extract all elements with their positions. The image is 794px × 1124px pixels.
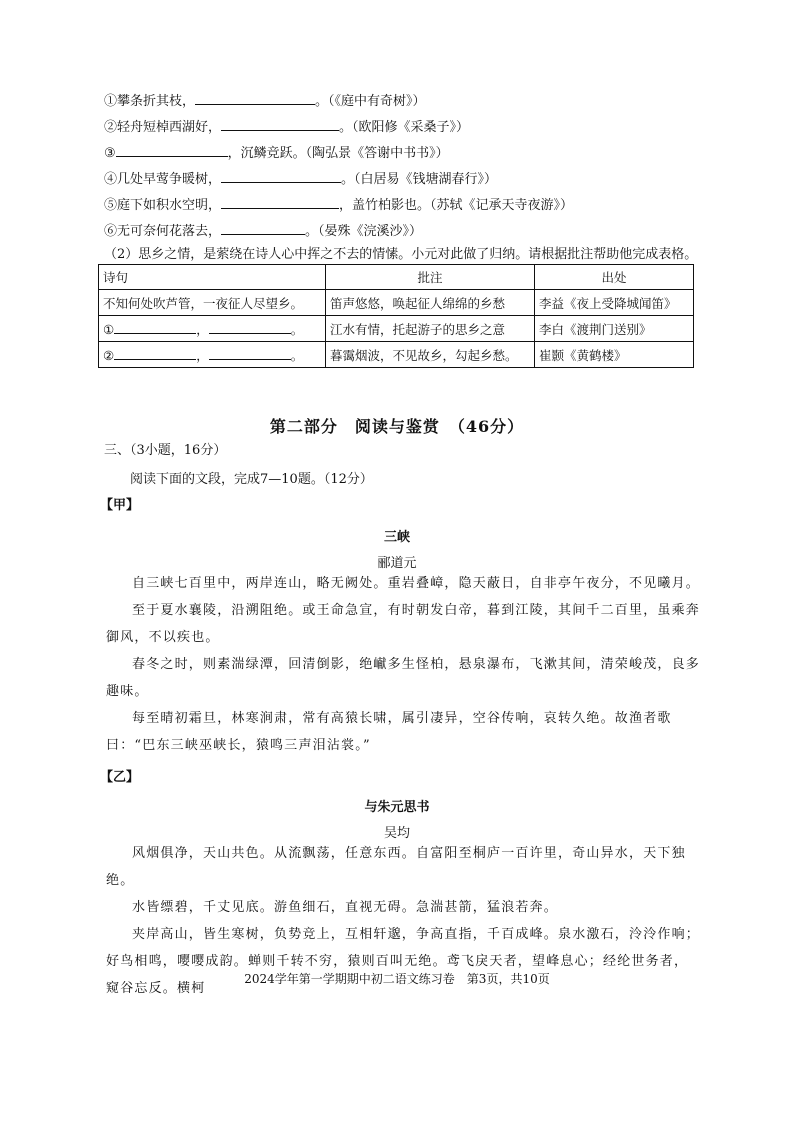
fill-item-source: ，盖竹柏影也。（苏轼《记承天寺夜游》） <box>339 198 574 213</box>
table-row <box>99 290 694 316</box>
fill-item-source: ，沉鳞竞跃。（陶弘景《答谢中书书》） <box>227 146 449 161</box>
poem-cell <box>99 316 326 342</box>
paragraph: 自三峡七百里中，两岸连山，略无阙处。重岩叠嶂，隐天蔽日，自非亭午夜分，不见曦月。 <box>132 576 701 591</box>
fill-item-text: ⑥无可奈何花落去， <box>104 224 222 239</box>
part-2-title: 第二部分 阅读与鉴赏 （46分） <box>269 417 525 436</box>
page-footer: 2024学年第一学期期中初二语文练习卷 第3页，共10页 <box>244 972 550 986</box>
fill-item-5 <box>104 196 573 214</box>
fill-item-6 <box>104 222 422 240</box>
header-note: 批注 <box>326 265 535 290</box>
answer-blank[interactable] <box>209 321 291 334</box>
answer-blank[interactable] <box>116 144 228 157</box>
poem-period: 。 <box>290 347 304 363</box>
paragraph: 风烟俱净，天山共色。从流飘荡，任意东西。自富阳至桐庐一百许里，奇山异水，天下独绝。 <box>106 846 686 888</box>
passage-a-author: 郦道元 <box>377 556 417 571</box>
passage-b-title: 与朱元思书 <box>364 800 430 815</box>
paragraph: 每至晴初霜旦，林寒涧肃，常有高猿长啸，属引凄异，空谷传响，哀转久绝。故渔者歌曰：“巴东三峡巫峡长，猿鸣三声泪沾裳。” <box>106 711 672 753</box>
answer-blank[interactable] <box>221 118 339 131</box>
table-row <box>99 316 694 342</box>
fill-item-1 <box>104 92 426 110</box>
fill-item-source: 。（《庭中有奇树》） <box>315 94 426 109</box>
answer-blank[interactable] <box>221 222 305 235</box>
source-cell: 李益《夜上受降城闻笛》 <box>535 290 694 316</box>
paragraph: 至于夏水襄陵，沿溯阻绝。或王命急宣，有时朝发白帝，暮到江陵，其间千二百里，虽乘奔御风，不以疾也。 <box>106 603 701 645</box>
fill-item-text: ④几处早莺争暖树， <box>104 172 222 187</box>
source-cell: 李白《渡荆门送别》 <box>535 316 694 342</box>
table-header-row <box>99 265 694 290</box>
homesick-table <box>98 264 694 368</box>
header-poem: 诗句 <box>99 265 326 290</box>
passage-a-label: 【甲】 <box>100 498 140 513</box>
question-2-prompt: （2）思乡之情，是萦绕在诗人心中挥之不去的情愫。小元对此做了归纳。请根据批注帮助他完成表格。 <box>104 247 698 262</box>
answer-blank[interactable] <box>209 347 291 360</box>
poem-comma: ， <box>196 347 209 363</box>
answer-blank[interactable] <box>114 347 196 360</box>
header-source: 出处 <box>535 265 694 290</box>
fill-item-source: 。（白居易《钱塘湖春行》） <box>341 172 498 187</box>
poem-number: ② <box>103 347 115 363</box>
paragraph: 夹岸高山，皆生寒树，负势竞上，互相轩邈，争高直指，千百成峰。泉水激石，泠泠作响；好鸟相鸣，嘤嘤成韵。蝉则千转不穷，猿则百叫无绝。鸢飞戾天者，望峰息心；经纶世务者，窥谷忘反。横柯 <box>106 927 701 996</box>
source-cell: 崔颢《黄鹤楼》 <box>535 342 694 368</box>
answer-blank[interactable] <box>195 92 315 105</box>
fill-item-2 <box>104 118 469 136</box>
paragraph: 水皆缥碧，千丈见底。游鱼细石，直视无碍。急湍甚箭，猛浪若奔。 <box>132 900 559 915</box>
fill-item-text: ③ <box>104 146 116 161</box>
poem-cell: 不知何处吹芦管，一夜征人尽望乡。 <box>99 290 326 316</box>
section-3-heading: 三、（3小题，16分） <box>104 443 227 458</box>
poem-number: ① <box>103 321 115 337</box>
passage-b-label: 【乙】 <box>100 770 140 785</box>
fill-item-source: 。（晏殊《浣溪沙》） <box>305 224 423 239</box>
note-cell: 笛声悠悠，唤起征人绵绵的乡愁 <box>326 290 535 316</box>
note-cell: 江水有情，托起游子的思乡之意 <box>326 316 535 342</box>
answer-blank[interactable] <box>221 170 341 183</box>
reading-instruction: 阅读下面的文段，完成7—10题。（12分） <box>130 472 373 487</box>
fill-item-text: ①攀条折其枝， <box>104 94 196 109</box>
fill-item-text: ②轻舟短棹西湖好， <box>104 120 222 135</box>
fill-item-3 <box>104 144 449 162</box>
poem-comma: ， <box>196 321 209 337</box>
fill-item-source: 。（欧阳修《采桑子》） <box>339 120 470 135</box>
fill-item-4 <box>104 170 497 188</box>
answer-blank[interactable] <box>114 321 196 334</box>
answer-blank[interactable] <box>221 196 339 209</box>
table-row <box>99 342 694 368</box>
note-cell: 暮霭烟波，不见故乡，勾起乡愁。 <box>326 342 535 368</box>
passage-a-title: 三峡 <box>383 530 410 545</box>
passage-b-author: 吴均 <box>383 826 410 841</box>
fill-item-text: ⑤庭下如积水空明， <box>104 198 222 213</box>
paragraph: 春冬之时，则素湍绿潭，回清倒影，绝𪩘多生怪柏，悬泉瀑布，飞漱其间，清荣峻茂，良多趣味。 <box>106 657 701 699</box>
poem-cell <box>99 342 326 368</box>
passage-a-body <box>106 570 700 759</box>
poem-period: 。 <box>290 321 304 337</box>
